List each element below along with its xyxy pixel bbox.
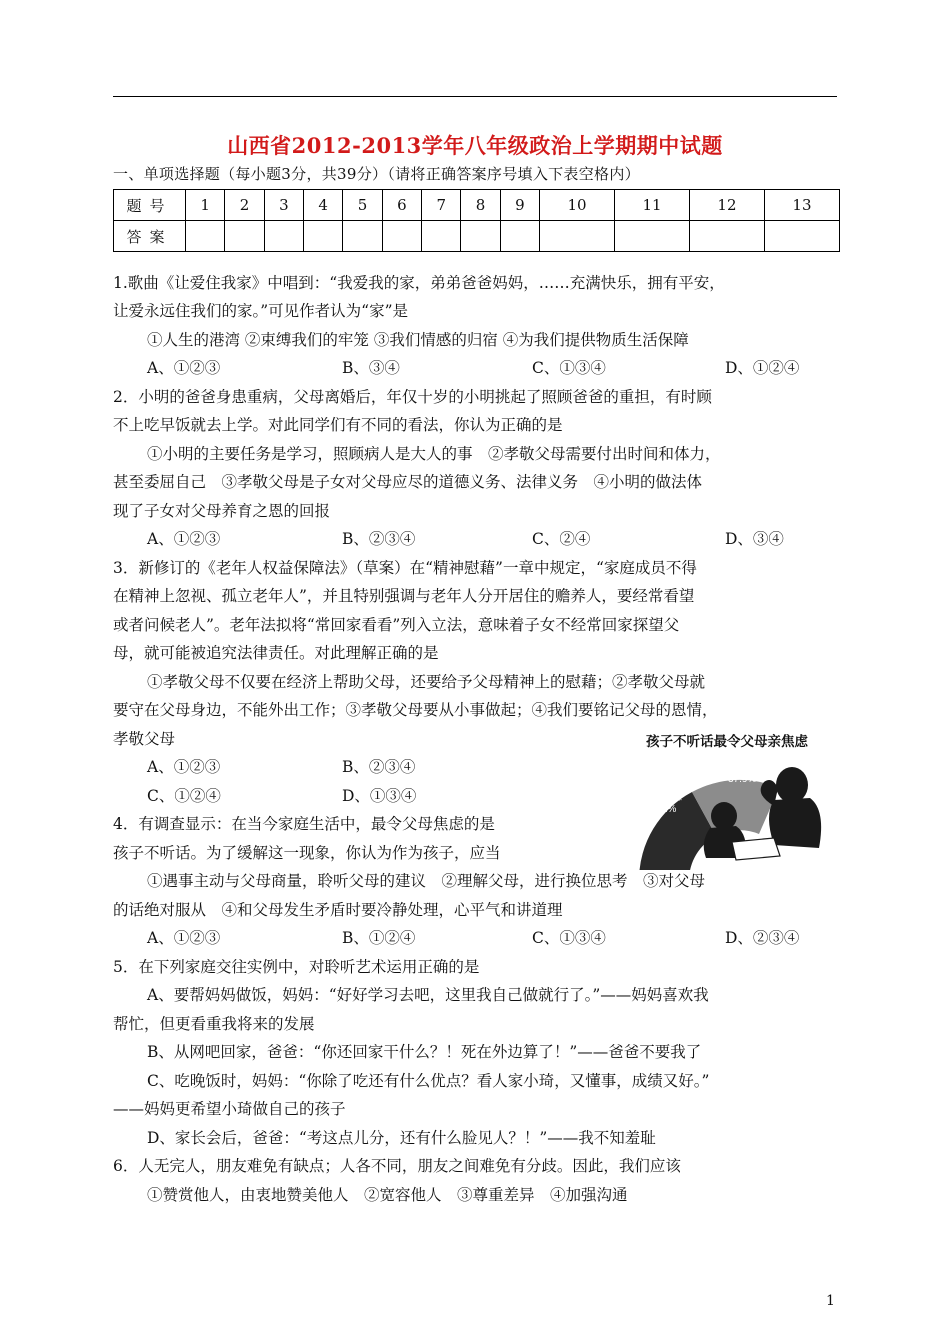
q5-option-a-line2: 帮忙，但更看重我将来的发展 xyxy=(113,1015,315,1033)
figure-title: 孩子不听话最令父母亲焦虑 xyxy=(646,734,808,750)
q1-stem-line2: 让爱永远住我们的家。”可见作者认为“家”是 xyxy=(113,302,409,320)
table-cell-number: 8 xyxy=(461,190,500,221)
header-rule xyxy=(113,96,837,97)
q3-option-d: D、①③④ xyxy=(342,787,417,805)
table-row-numbers xyxy=(114,190,840,221)
figure-chart xyxy=(614,730,840,870)
table-header-answer: 答案 xyxy=(114,221,186,252)
table-cell-number: 1 xyxy=(186,190,225,221)
table-cell-number: 13 xyxy=(764,190,839,221)
q5-option-d: D、家长会后，爸爸：“考这点儿分，还有什么脸见人？！”——我不知羞耻 xyxy=(147,1129,656,1147)
q1-option-b: B、③④ xyxy=(342,359,400,377)
answer-cell[interactable] xyxy=(225,221,264,252)
q3-option-b: B、②③④ xyxy=(342,758,416,776)
q2-items-line3: 现了子女对父母养育之恩的回报 xyxy=(113,502,331,520)
slice-value-often: 62.1% xyxy=(648,804,677,815)
q6-items: ①赞赏他人，由衷地赞美他人 ②宽容他人 ③尊重差异 ④加强沟通 xyxy=(147,1186,628,1204)
q5-option-c-line2: ——妈妈更希望小琦做自己的孩子 xyxy=(113,1100,346,1118)
table-cell-number: 6 xyxy=(382,190,421,221)
q4-stem-line1: 4．有调查显示：在当今家庭生活中，最令父母焦虑的是 xyxy=(113,815,495,833)
survey-figure xyxy=(614,730,840,870)
q2-stem-line2: 不上吃早饭就去上学。对此同学们有不同的看法，你认为正确的是 xyxy=(113,416,563,434)
q1-option-a: A、①②③ xyxy=(147,359,221,377)
q5-option-c-line1: C、吃晚饭时，妈妈：“你除了吃还有什么优点？看人家小琦，又懂事，成绩又好。” xyxy=(147,1072,710,1090)
q3-option-a: A、①②③ xyxy=(147,758,221,776)
q4-option-b: B、①②④ xyxy=(342,929,416,947)
q3-stem-line3: 或者问候老人”。老年法拟将“常回家看看”列入立法，意味着子女不经常回家探望父 xyxy=(113,616,680,634)
q4-options xyxy=(147,924,847,953)
table-cell-number: 3 xyxy=(264,190,303,221)
answer-cell[interactable] xyxy=(690,221,765,252)
q2-stem-line1: 2．小明的爸爸身患重病，父母离婚后，年仅十岁的小明挑起了照顾爸爸的重担，有时顾 xyxy=(113,388,712,406)
q3-stem-line4: 母，就可能被追究法律责任。对此理解正确的是 xyxy=(113,644,439,662)
q5-stem: 5．在下列家庭交往实例中，对聆听艺术运用正确的是 xyxy=(113,958,480,976)
q4-items-line2: 的话绝对服从 ④和父母发生矛盾时要冷静处理，心平气和讲道理 xyxy=(113,901,563,919)
q3-stem-line1: 3．新修订的《老年人权益保障法》（草案）在“精神慰藉”一章中规定，“家庭成员不得 xyxy=(113,559,697,577)
q4-option-d: D、②③④ xyxy=(725,929,800,947)
table-cell-number: 4 xyxy=(304,190,343,221)
table-cell-number: 9 xyxy=(500,190,539,221)
answer-cell[interactable] xyxy=(264,221,303,252)
answer-table xyxy=(113,189,840,252)
q5-option-b: B、从网吧回家，爸爸：“你还回家干什么？！死在外边算了！”——爸爸不要我了 xyxy=(147,1043,702,1061)
q2-options xyxy=(147,525,847,554)
q2-items-line2: 甚至委屈自己 ③孝敬父母是子女对父母应尽的道德义务、法律义务 ④小明的做法体 xyxy=(113,473,703,491)
slice-label-often: 经常焦虑 xyxy=(642,792,682,803)
q2-option-b: B、②③④ xyxy=(342,530,416,548)
answer-cell[interactable] xyxy=(304,221,343,252)
table-cell-number: 12 xyxy=(690,190,765,221)
q1-option-d: D、①②④ xyxy=(725,359,800,377)
page-title: 山西省2012-2013学年八年级政治上学期期中试题 xyxy=(227,133,723,158)
table-header-number: 题号 xyxy=(114,190,186,221)
answer-cell[interactable] xyxy=(764,221,839,252)
q2-option-a: A、①②③ xyxy=(147,530,221,548)
q4-stem-line2: 孩子不听话。为了缓解这一现象，你认为作为孩子，应当 xyxy=(113,844,501,862)
q3-items-line1: ①孝敬父母不仅要在经济上帮助父母，还要给予父母精神上的慰藉；②孝敬父母就 xyxy=(147,673,706,691)
answer-cell[interactable] xyxy=(186,221,225,252)
table-cell-number: 10 xyxy=(540,190,615,221)
q3-stem-line2: 在精神上忽视、孤立老年人”，并且特别强调与老年人分开居住的赡养人，要经常看望 xyxy=(113,587,695,605)
table-cell-number: 7 xyxy=(422,190,461,221)
answer-cell[interactable] xyxy=(422,221,461,252)
answer-cell[interactable] xyxy=(500,221,539,252)
q3-items-line3: 孝敬父母 xyxy=(113,730,176,748)
q3-option-c: C、①②④ xyxy=(147,787,221,805)
section-heading: 一、单项选择题（每小题3分，共39分）（请将正确答案序号填入下表空格内） xyxy=(113,165,640,183)
q5-option-a-line1: A、要帮妈妈做饭，妈妈：“好好学习去吧，这里我自己做就行了。”——妈妈喜欢我 xyxy=(147,986,709,1004)
q6-stem: 6．人无完人，朋友难免有缺点；人各不同，朋友之间难免有分歧。因此，我们应该 xyxy=(113,1157,681,1175)
q1-options xyxy=(147,354,847,383)
q1-option-c: C、①③④ xyxy=(532,359,606,377)
table-cell-number: 11 xyxy=(615,190,690,221)
slice-label-never: 从不焦虑 xyxy=(721,762,761,773)
q4-option-a: A、①②③ xyxy=(147,929,221,947)
answer-cell[interactable] xyxy=(540,221,615,252)
page-number: 1 xyxy=(826,1293,835,1309)
q2-items-line1: ①小明的主要任务是学习，照顾病人是大人的事 ②孝敬父母需要付出时间和体力， xyxy=(147,445,721,463)
q1-items: ①人生的港湾 ②束缚我们的牢笼 ③我们情感的归宿 ④为我们提供物质生活保障 xyxy=(147,331,689,349)
q2-option-c: C、②④ xyxy=(532,530,591,548)
tablet xyxy=(732,838,780,860)
answer-cell[interactable] xyxy=(343,221,382,252)
q3-items-line2: 要守在父母身边，不能外出工作；③孝敬父母要从小事做起；④我们要铭记父母的恩情， xyxy=(113,701,718,719)
q4-items-line1: ①遇事主动与父母商量，聆听父母的建议 ②理解父母，进行换位思考 ③对父母 xyxy=(147,872,706,890)
q2-option-d: D、③④ xyxy=(725,530,784,548)
answer-cell[interactable] xyxy=(615,221,690,252)
q4-option-c: C、①③④ xyxy=(532,929,606,947)
table-cell-number: 2 xyxy=(225,190,264,221)
answer-cell[interactable] xyxy=(382,221,421,252)
q1-stem-line1: 1.歌曲《让爱住我家》中唱到：“我爱我的家，弟弟爸爸妈妈，……充满快乐，拥有平安， xyxy=(113,274,725,292)
table-cell-number: 5 xyxy=(343,190,382,221)
slice-value-never: 37.9% xyxy=(728,774,757,785)
answer-cell[interactable] xyxy=(461,221,500,252)
table-row-answers xyxy=(114,221,840,252)
